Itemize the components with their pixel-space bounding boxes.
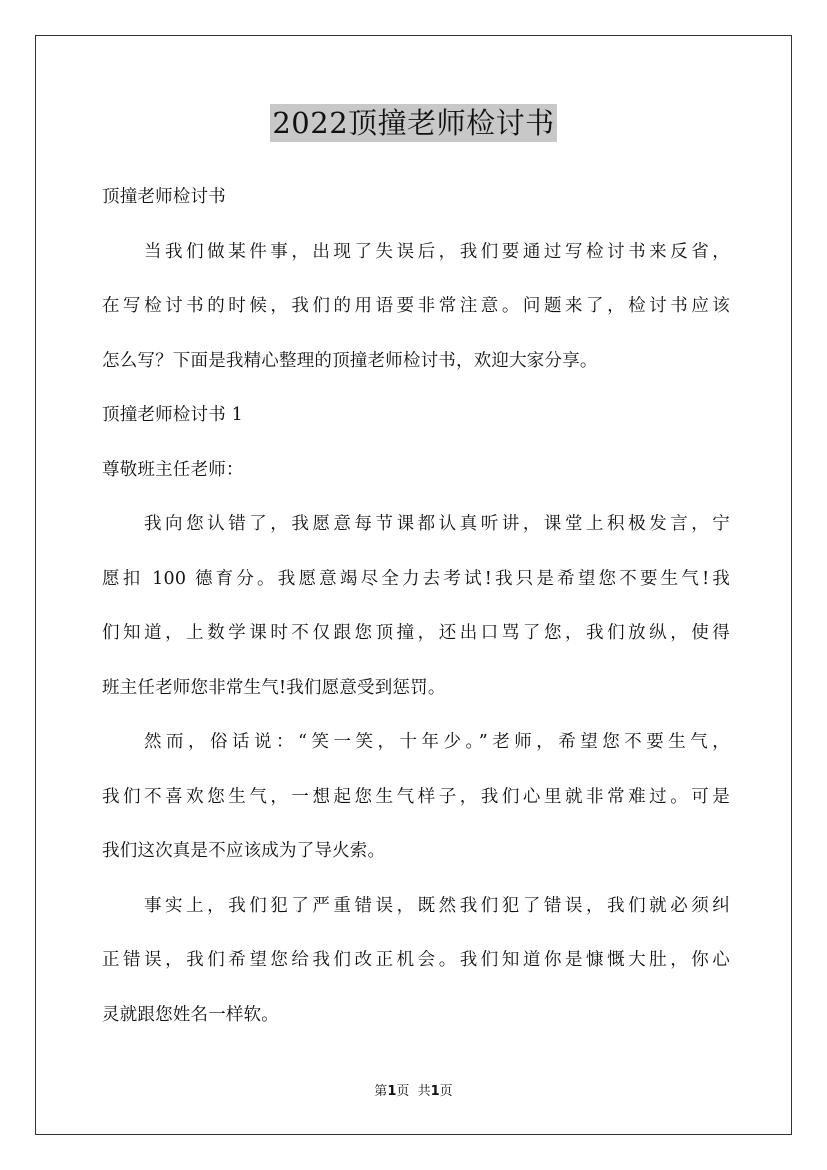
footer-prefix: 第	[374, 1084, 388, 1099]
body-line: 班主任老师您非常生气!我们愿意受到惩罚。	[102, 677, 446, 698]
footer-middle: 页 共	[396, 1084, 431, 1099]
body-line: 我向您认错了，我愿意每节课都认真听讲，课堂上积极发言，宁	[144, 514, 730, 534]
document-title: 2022顶撞老师检讨书	[272, 106, 555, 140]
body-line: 当我们做某件事，出现了失误后，我们要通过写检讨书来反省，	[144, 241, 730, 262]
body-line: 愿扣 100 德育分。我愿意竭尽全力去考试!我只是希望您不要生气!我	[102, 568, 730, 589]
body-line: 顶撞老师检讨书 1	[102, 405, 243, 425]
body-line: 然而，俗话说：“笑一笑，十年少。”老师，希望您不要生气，	[144, 732, 730, 752]
footer-page-number: 1	[387, 1084, 397, 1099]
body-line: 们知道，上数学课时不仅跟您顶撞，还出口骂了您，我们放纵，使得	[102, 623, 730, 643]
body-line: 在写检讨书的时候，我们的用语要非常注意。问题来了，检讨书应该	[102, 296, 730, 316]
body-line: 我们这次真是不应该成为了导火索。	[102, 841, 386, 861]
body-line: 正错误，我们希望您给我们改正机会。我们知道你是慷慨大肚，你心	[102, 950, 730, 970]
body-line: 我们不喜欢您生气，一想起您生气样子，我们心里就非常难过。可是	[102, 786, 730, 807]
body-line: 事实上，我们犯了严重错误，既然我们犯了错误，我们就必须纠	[144, 895, 730, 916]
body-line: 灵就跟您姓名一样软。	[102, 1004, 279, 1025]
page-footer	[0, 1082, 827, 1102]
body-line: 怎么写？下面是我精心整理的顶撞老师检讨书，欢迎大家分享。	[102, 350, 598, 371]
footer-suffix: 页	[439, 1084, 453, 1099]
footer-total-pages: 1	[430, 1084, 440, 1099]
body-line: 顶撞老师检讨书	[102, 187, 226, 207]
document-body	[102, 170, 730, 1042]
title-container	[0, 104, 827, 142]
body-line: 尊敬班主任老师：	[102, 459, 244, 480]
